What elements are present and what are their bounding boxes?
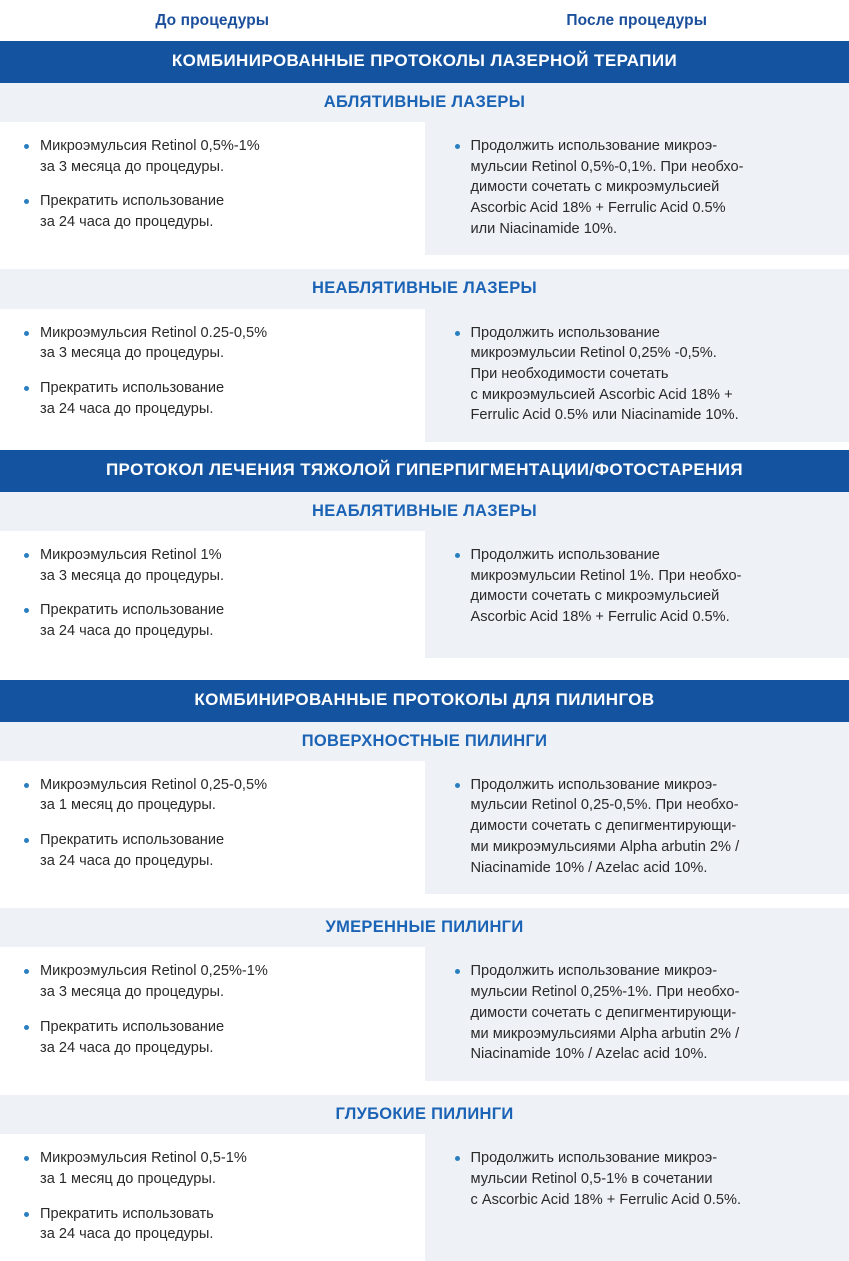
spacer bbox=[0, 894, 849, 908]
list-item: Микроэмульсия Retinol 0,5-1% за 1 месяц до процедуры. bbox=[22, 1148, 407, 1189]
bullet-list bbox=[453, 961, 826, 1065]
list-item: Продолжить использование микроэ- мульсии Retinol 0,5%-0,1%. При необхо- димости сочетать с микроэмульсией Ascorbic Acid 18% + Ferrulic Acid 0.5% или Niacinamide 10%. bbox=[453, 136, 826, 240]
column-headers bbox=[0, 0, 849, 41]
bullet-list bbox=[22, 323, 407, 420]
group-subheader: НЕАБЛЯТИВНЫЕ ЛАЗЕРЫ bbox=[0, 269, 849, 308]
list-item: Прекратить использование за 24 часа до процедуры. bbox=[22, 600, 407, 641]
cell-before bbox=[0, 947, 425, 1081]
bullet-list bbox=[22, 1148, 407, 1245]
spacer bbox=[0, 442, 849, 450]
cell-before bbox=[0, 309, 425, 443]
bullet-list bbox=[22, 961, 407, 1058]
group-subheader: ПОВЕРХНОСТНЫЕ ПИЛИНГИ bbox=[0, 722, 849, 761]
group-subheader: АБЛЯТИВНЫЕ ЛАЗЕРЫ bbox=[0, 83, 849, 122]
cell-after bbox=[425, 947, 849, 1081]
content-row bbox=[0, 947, 849, 1081]
list-item: Микроэмульсия Retinol 1% за 3 месяца до процедуры. bbox=[22, 545, 407, 586]
bullet-list bbox=[22, 545, 407, 642]
group-subheader: НЕАБЛЯТИВНЫЕ ЛАЗЕРЫ bbox=[0, 492, 849, 531]
list-item: Прекратить использование за 24 часа до процедуры. bbox=[22, 830, 407, 871]
group-subheader: УМЕРЕННЫЕ ПИЛИНГИ bbox=[0, 908, 849, 947]
list-item: Микроэмульсия Retinol 0,5%-1% за 3 месяца до процедуры. bbox=[22, 136, 407, 177]
group-subheader: ГЛУБОКИЕ ПИЛИНГИ bbox=[0, 1095, 849, 1134]
list-item: Продолжить использование микроэ- мульсии Retinol 0,25%-1%. При необхо- димости сочетать с депигментирующи- ми микроэмульсиями Alpha arbutin 2% / Niacinamide 10% / Azelac acid 10%. bbox=[453, 961, 826, 1065]
bullet-list bbox=[453, 1148, 826, 1210]
spacer bbox=[0, 1081, 849, 1095]
list-item: Прекратить использование за 24 часа до процедуры. bbox=[22, 378, 407, 419]
content-row bbox=[0, 761, 849, 895]
section-banner: ПРОТОКОЛ ЛЕЧЕНИЯ ТЯЖОЛОЙ ГИПЕРПИГМЕНТАЦИИ/ФОТОСТАРЕНИЯ bbox=[0, 450, 849, 492]
list-item: Продолжить использование микроэ- мульсии Retinol 0,5-1% в сочетании с Ascorbic Acid 18% + Ferrulic Acid 0.5%. bbox=[453, 1148, 826, 1210]
bullet-list bbox=[22, 775, 407, 872]
list-item: Продолжить использование микроэмульсии Retinol 1%. При необхо- димости сочетать с микроэмульсией Ascorbic Acid 18% + Ferrulic Acid 0.5%. bbox=[453, 545, 826, 628]
bullet-list bbox=[22, 136, 407, 233]
list-item: Прекратить использовать за 24 часа до процедуры. bbox=[22, 1204, 407, 1245]
list-item: Продолжить использование микроэ- мульсии Retinol 0,25-0,5%. При необхо- димости сочетать с депигментирующи- ми микроэмульсиями Alpha arbutin 2% / Niacinamide 10% / Azelac acid 10%. bbox=[453, 775, 826, 879]
cell-after bbox=[425, 1134, 849, 1261]
section-banner: КОМБИНИРОВАННЫЕ ПРОТОКОЛЫ ЛАЗЕРНОЙ ТЕРАПИИ bbox=[0, 41, 849, 83]
list-item: Микроэмульсия Retinol 0,25-0,5% за 1 месяц до процедуры. bbox=[22, 775, 407, 816]
column-header-before: До процедуры bbox=[0, 12, 425, 30]
bullet-list bbox=[453, 136, 826, 240]
list-item: Продолжить использование микроэмульсии Retinol 0,25% -0,5%. При необходимости сочетать с микроэмульсией Ascorbic Acid 18% + Ferrulic Acid 0.5% или Niacinamide 10%. bbox=[453, 323, 826, 427]
section-banner: КОМБИНИРОВАННЫЕ ПРОТОКОЛЫ ДЛЯ ПИЛИНГОВ bbox=[0, 680, 849, 722]
cell-before bbox=[0, 761, 425, 895]
bullet-list bbox=[453, 323, 826, 427]
spacer bbox=[0, 658, 849, 680]
list-item: Прекратить использование за 24 часа до процедуры. bbox=[22, 191, 407, 232]
cell-after bbox=[425, 309, 849, 443]
content-row bbox=[0, 531, 849, 658]
list-item: Микроэмульсия Retinol 0,25%-1% за 3 месяца до процедуры. bbox=[22, 961, 407, 1002]
list-item: Микроэмульсия Retinol 0.25-0,5% за 3 месяца до процедуры. bbox=[22, 323, 407, 364]
column-header-after: После процедуры bbox=[425, 12, 849, 30]
cell-after bbox=[425, 531, 849, 658]
bullet-list bbox=[453, 775, 826, 879]
content-row bbox=[0, 122, 849, 256]
cell-after bbox=[425, 122, 849, 256]
cell-after bbox=[425, 761, 849, 895]
bullet-list bbox=[453, 545, 826, 628]
cell-before bbox=[0, 1134, 425, 1261]
list-item: Прекратить использование за 24 часа до процедуры. bbox=[22, 1017, 407, 1058]
spacer bbox=[0, 255, 849, 269]
cell-before bbox=[0, 122, 425, 256]
content-row bbox=[0, 309, 849, 443]
cell-before bbox=[0, 531, 425, 658]
content-row bbox=[0, 1134, 849, 1261]
